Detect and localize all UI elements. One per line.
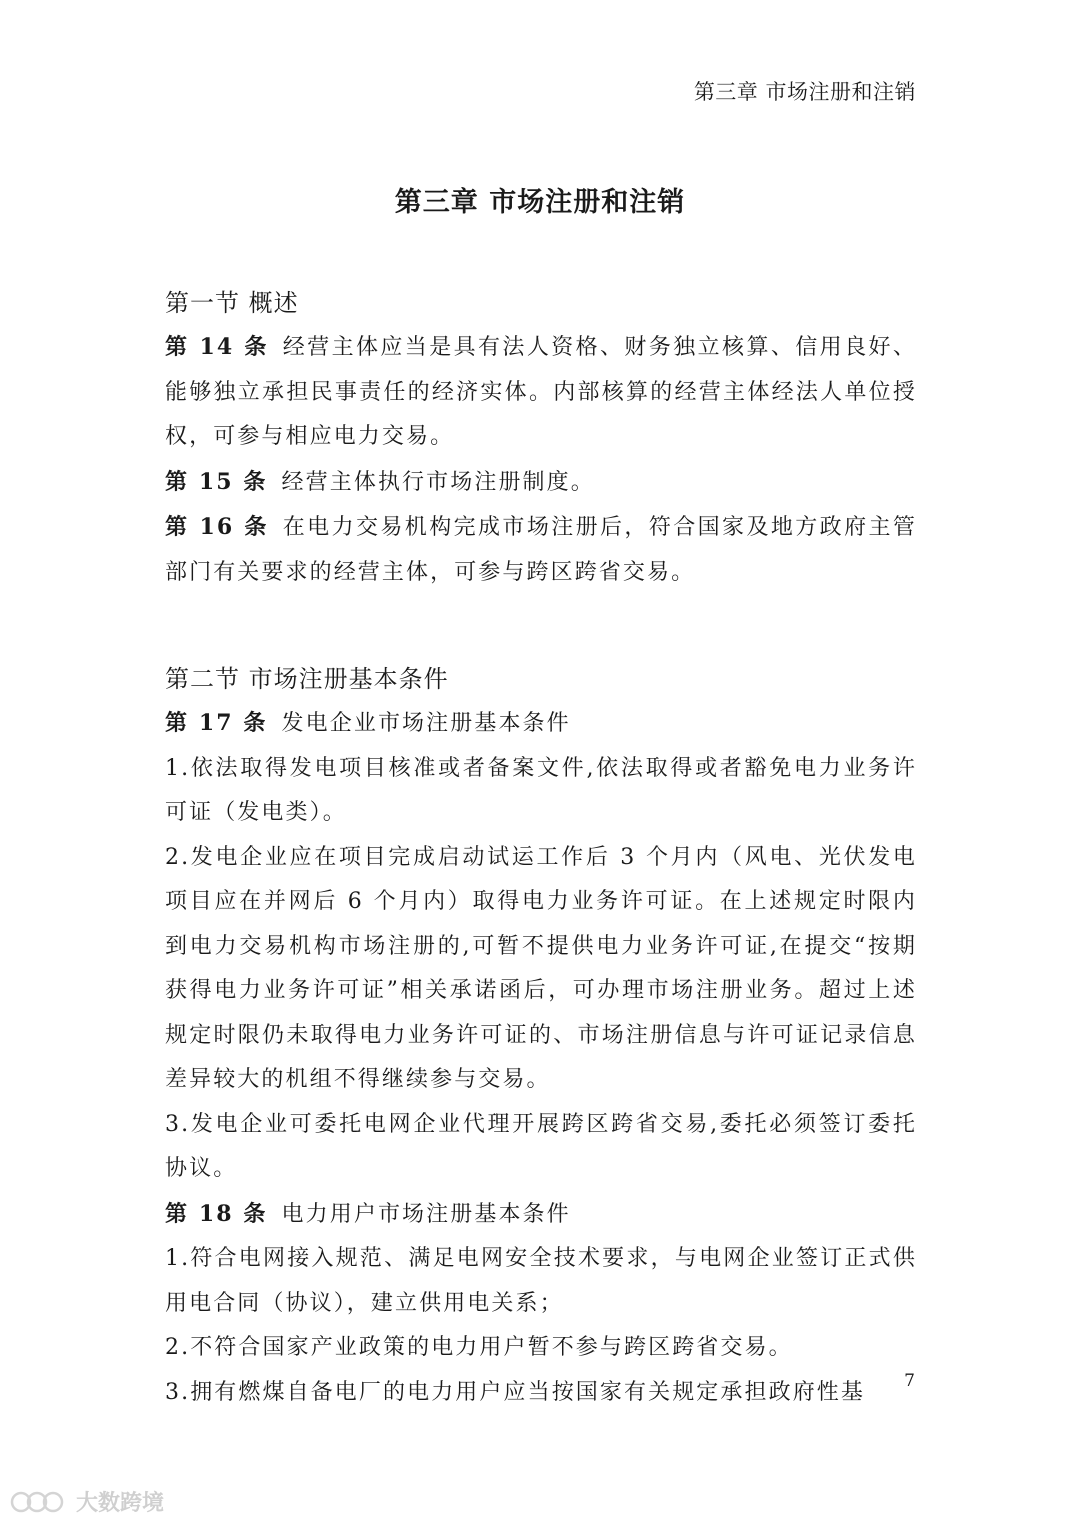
section-title: 第一节 概述 bbox=[165, 289, 299, 317]
article-text: 在电力交易机构完成市场注册后，符合国家及地方政府主管部门有关要求的经营主体，可参与跨区跨省交易。 bbox=[165, 515, 917, 585]
article-text: 经营主体执行市场注册制度。 bbox=[281, 469, 595, 495]
article-number: 第 17 条 bbox=[165, 710, 268, 736]
article-paragraph bbox=[165, 460, 917, 506]
article-text: 经营主体应当是具有法人资格、财务独立核算、信用良好、能够独立承担民事责任的经济实体。内部核算的经营主体经法人单位授权，可参与相应电力交易。 bbox=[165, 335, 917, 449]
list-item: 3.拥有燃煤自备电厂的电力用户应当按国家有关规定承担政府性基 bbox=[165, 1379, 865, 1405]
document-body bbox=[165, 281, 917, 1415]
article-number: 第 16 条 bbox=[165, 514, 269, 540]
chapter-title: 第三章 市场注册和注销 bbox=[394, 187, 686, 218]
article-paragraph bbox=[165, 701, 917, 747]
article-text: 电力用户市场注册基本条件 bbox=[281, 1201, 571, 1227]
article-paragraph bbox=[165, 1192, 917, 1238]
watermark-logo-icon bbox=[10, 1490, 68, 1514]
article-paragraph bbox=[165, 325, 917, 460]
list-item: 2.不符合国家产业政策的电力用户暂不参与跨区跨省交易。 bbox=[165, 1335, 793, 1360]
section-title: 第二节 市场注册基本条件 bbox=[165, 665, 449, 693]
list-item: 1.符合电网接入规范、满足电网安全技术要求，与电网企业签订正式供用电合同（协议），建立供用电关系； bbox=[165, 1246, 917, 1316]
page-number: 7 bbox=[904, 1371, 915, 1391]
article-number: 第 15 条 bbox=[165, 468, 268, 495]
watermark bbox=[10, 1486, 164, 1517]
section-spacer bbox=[165, 595, 917, 657]
list-item: 1.依法取得发电项目核准或者备案文件,依法取得或者豁免电力业务许可证（发电类）。 bbox=[165, 755, 917, 825]
article-number: 第 18 条 bbox=[165, 1200, 268, 1227]
list-item: 2.发电企业应在项目完成启动试运工作后 3 个月内（风电、光伏发电项目应在并网后 6 个月内）取得电力业务许可证。在上述规定时限内到电力交易机构市场注册的,可暂不提供电力业务许可证,在提交“按期获得电力业务许可证”相关承诺函后，可办理市场注册业务。超过上述规定时限仍未取得电力业务许可证的、市场注册信息与许可证记录信息差异较大的机组不得继续参与交易。 bbox=[165, 844, 917, 1092]
running-header: 第三章 市场注册和注销 bbox=[693, 80, 916, 104]
article-number: 第 14 条 bbox=[165, 334, 269, 360]
article-text: 发电企业市场注册基本条件 bbox=[281, 711, 571, 736]
watermark-text: 大数跨境 bbox=[76, 1491, 165, 1516]
list-item: 3.发电企业可委托电网企业代理开展跨区跨省交易,委托必须签订委托协议。 bbox=[165, 1111, 917, 1181]
article-paragraph bbox=[165, 505, 917, 595]
